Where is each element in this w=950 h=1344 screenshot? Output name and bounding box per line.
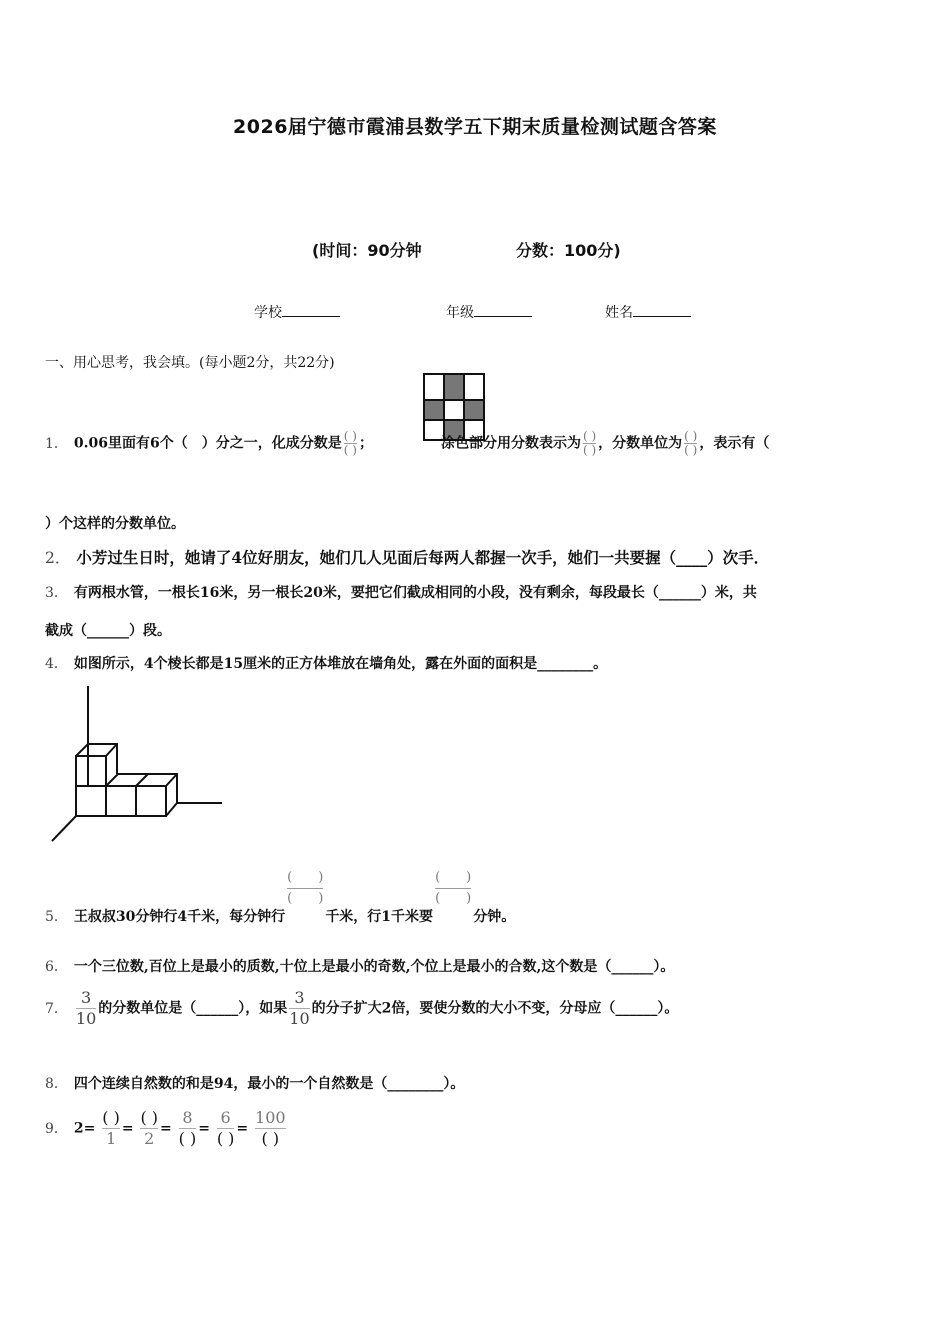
question-7: 7． $\frac{3}{10}$ 的分数单位是（______），如果 $\frac{3}{10}$ 的分子扩大2倍，要使分数的大小不变，分母应（______）。 [45,988,679,1028]
fraction-blank[interactable]: $\frac{( )}{( )}$ [582,429,597,457]
fraction-blank[interactable]: 100 ( ) [255,1108,286,1148]
grid-cell-shaded [424,400,444,420]
fraction-blank[interactable]: ( ) 1 [102,1108,120,1148]
question-1: 1． 0.06里面有6个（ ）分之一，化成分数是 $\frac{( )}{( )}$ ； 涂色部分用分数表示为 $\frac{( )}{( )}$ ，分数单位为 $\frac{( )}{( )}$ ，表示有（ [45,429,770,457]
section-heading: 一、用心思考，我会填。(每小题2分，共22分) [45,355,335,371]
question-6: 6． 一个三位数,百位上是最小的质数,十位上是最小的奇数,个位上是最小的合数,这个数是（______）。 [45,959,675,975]
fraction-blank[interactable]: $\frac{( )}{( )}$ [684,429,698,457]
school-field[interactable]: 学校 [254,302,340,322]
time-label: (时间：90分钟 [312,241,422,260]
stacked-cubes-figure [48,686,228,846]
grid-cell [444,400,464,420]
question-3-continued: 截成（______）段。 [45,623,171,639]
question-4: 4． 如图所示，4个棱长都是15厘米的正方体堆放在墙角处，露在外面的面积是________。 [45,656,608,672]
fraction-blank[interactable]: $\frac{( )}{( )}$ [287,870,324,906]
fraction-blank[interactable]: $\frac{( )}{( )}$ [435,870,472,906]
grid-cell-shaded [444,374,464,400]
question-8: 8． 四个连续自然数的和是94，最小的一个自然数是（________）。 [45,1076,465,1092]
fraction-3-10: $\frac{3}{10}$ [75,988,97,1028]
question-5: 5． 王叔叔30分钟行4千米，每分钟行 $\frac{( )}{( )}$ 千米，行1千米要 $\frac{( )}{( )}$ 分钟。 [45,870,516,925]
grid-cell [424,374,444,400]
fraction-3-10: $\frac{3}{10}$ [289,988,310,1028]
question-number: 1． [45,435,68,452]
fraction-blank[interactable]: $\frac{( )}{( )}$ [343,429,357,457]
question-3: 3． 有两根水管，一根长16米，另一根长20米，要把它们截成相同的小段，没有剩余，每段最长（______）米，共 [45,585,757,601]
name-field[interactable]: 姓名 [605,302,691,322]
score-label: 分数：100分) [516,241,621,260]
question-2: 2． 小芳过生日时，她请了4位好朋友，她们几人见面后每两人都握一次手，她们一共要握（____）次手． [45,548,770,567]
grade-field[interactable]: 年级 [446,302,532,322]
question-1-continued: ）个这样的分数单位。 [45,516,185,532]
fraction-blank[interactable]: 6 ( ) [216,1108,235,1148]
grid-cell-shaded [464,400,484,420]
page-title: 2026届宁德市霞浦县数学五下期末质量检测试题含答案 [233,116,717,138]
fraction-blank[interactable]: ( ) 2 [140,1108,159,1148]
grid-cell [464,374,484,400]
question-9: 9． 2= ( ) 1 = ( ) 2 = 8 ( ) = 6 ( ) = 100 ( ) [45,1108,286,1148]
fraction-blank[interactable]: 8 ( ) [178,1108,197,1148]
